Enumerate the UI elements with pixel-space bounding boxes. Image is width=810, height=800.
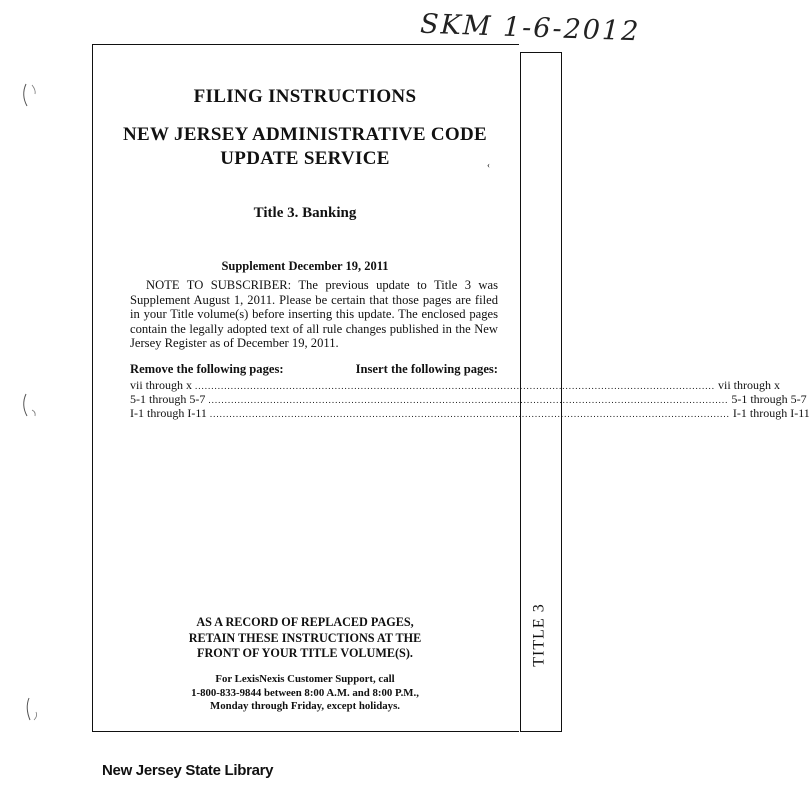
support-line: 1-800-833-9844 between 8:00 A.M. and 8:00 P.M., (191, 686, 419, 699)
table-row (130, 392, 807, 406)
remove-pages: vii through x (130, 378, 192, 392)
record-notice (92, 615, 518, 662)
subscriber-note (130, 278, 498, 351)
record-notice-line: RETAIN THESE INSTRUCTIONS AT THE (188, 630, 422, 645)
remove-pages: 5-1 through 5-7 (130, 392, 206, 406)
code-title-line1: NEW JERSEY ADMINISTRATIVE CODE (123, 124, 487, 145)
subscriber-note-text: NOTE TO SUBSCRIBER: The previous update to Title 3 was Supplement August 1, 2011. Please be certain that those pages are filed in your Title volume(s) before inserting this update. The enclosed pages contain the legally adopted text of all rule changes published in the New Jersey Register as of December 19, 2011. (130, 278, 498, 351)
title-number: Title 3. Banking (253, 205, 357, 221)
support-line: For LexisNexis Customer Support, call (215, 673, 395, 685)
binder-hole-mark (20, 392, 38, 418)
dot-leader: ................................................................................................................................................................ (209, 409, 730, 419)
insert-header: Insert the following pages: (355, 362, 498, 376)
insert-pages: I-1 through I-11 (732, 406, 810, 420)
handwritten-annotation: SKM 1-6-2012 (419, 8, 641, 48)
record-notice-line: AS A RECORD OF REPLACED PAGES, (196, 615, 414, 629)
binder-hole-mark (22, 696, 40, 722)
pages-table-header (130, 362, 498, 377)
record-notice-line: FRONT OF YOUR TITLE VOLUME(S). (197, 646, 413, 660)
remove-header: Remove the following pages: (130, 362, 284, 376)
table-row (130, 378, 780, 392)
customer-support (92, 673, 518, 714)
library-stamp: New Jersey State Library (102, 762, 274, 779)
stray-mark: ‹ (487, 160, 490, 170)
binder-hole-mark (20, 82, 38, 108)
support-line: Monday through Friday, except holidays. (210, 700, 400, 712)
table-row (130, 406, 810, 420)
dot-leader: ................................................................................................................................................................ (208, 395, 729, 405)
dot-leader: ................................................................................................................................................................ (195, 381, 715, 391)
code-title-line2: UPDATE SERVICE (220, 148, 390, 169)
title-tab-label: TITLE 3 (531, 603, 549, 667)
insert-pages: vii through x (718, 378, 780, 392)
document-title: FILING INSTRUCTIONS (193, 86, 417, 107)
remove-pages: I-1 through I-11 (130, 406, 207, 420)
supplement-date: Supplement December 19, 2011 (221, 259, 389, 273)
insert-pages: 5-1 through 5-7 (731, 392, 807, 406)
